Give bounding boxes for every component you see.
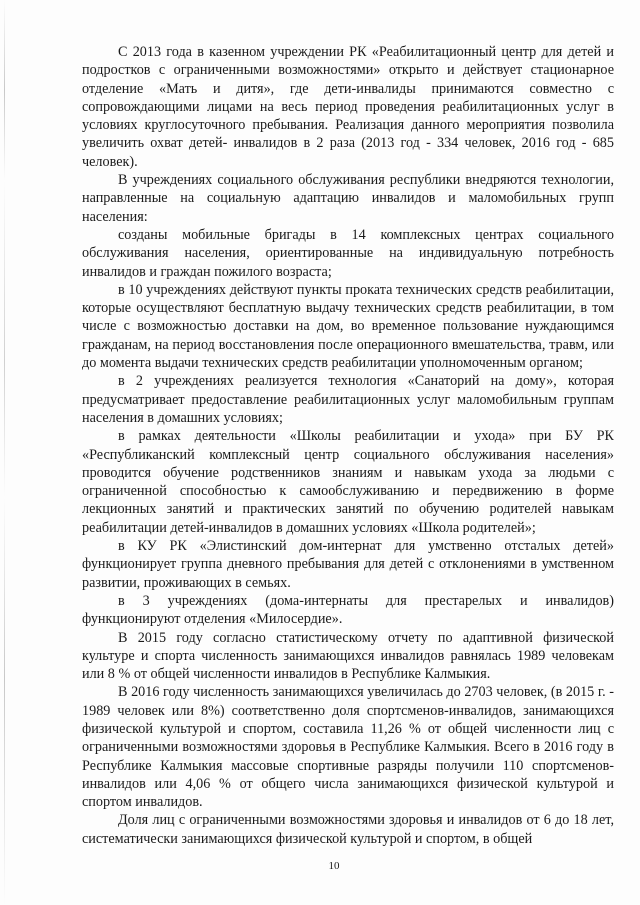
paragraph: В учреждениях социального обслуживания республики внедряются технологии, направленные на социальную адаптацию инвалидов и маломобильных групп населения: [82, 172, 614, 225]
scan-edge-shadow [4, 0, 5, 905]
paragraph: в 3 учреждениях (дома-интернаты для престарелых и инвалидов) функционируют отделения «Милосердие». [82, 592, 614, 628]
paragraph: в 10 учреждениях действуют пункты проката технических средств реабилитации, которые осуществляют бесплатную выдачу технических средств реабилитации, в том числе с возможностью доставки на дом, во временное пользование нуждающимся гражданам, на период восстановления после операционного вмешательства, травм, или до момента выдачи технических средств реабилитации уполномоченным органом; [82, 281, 614, 372]
paragraph: В 2016 году численность занимающихся увеличилась до 2703 человек, (в 2015 г. - 1989 человек или 8%) соответственно доля спортсменов-инвалидов, занимающихся физической культурой и спортом, составила 11,26 % от общей численности лиц с ограниченными возможностями здоровья в Республике Калмыкия. Всего в 2016 году в Республике Калмыкия массовые спортивные разряды получили 110 спортсменов-инвалидов или 4,06 % от общего числа занимающихся физической культурой и спортом инвалидов. [82, 684, 614, 811]
page-number: 10 [328, 860, 340, 872]
paragraph: созданы мобильные бригады в 14 комплексных центрах социального обслуживания населения, ориентированные на индивидуальную потребность инвалидов и граждан пожилого возраста; [82, 226, 614, 280]
paragraph: в КУ РК «Элистинский дом-интернат для умственно отсталых детей» функционирует группа дневного пребывания для детей с отклонениями в умственном развитии, проживающих в семьях. [82, 538, 614, 591]
paragraph: в 2 учреждениях реализуется технология «Санаторий на дому», которая предусматривает предоставление реабилитационных услуг маломобильным группам населения в домашних условиях; [82, 373, 614, 426]
document-body [82, 43, 614, 848]
paragraph: Доля лиц с ограниченными возможностями здоровья и инвалидов от 6 до 18 лет, систематически занимающихся физической культурой и спортом, в общей [82, 812, 614, 847]
paragraph: С 2013 года в казенном учреждении РК «Реабилитационный центр для детей и подростков с ограниченными возможностями» открыто и действует стационарное отделение «Мать и дитя», где дети-инвалиды принимаются совместно с сопровождающими лицами на весь период проведения реабилитационных услуг в условиях круглосуточного пребывания. Реализация данного мероприятия позволила увеличить охват детей- инвалидов в 2 раза (2013 год - 334 человек, 2016 год - 685 человек). [82, 44, 614, 170]
paragraph: в рамках деятельности «Школы реабилитации и ухода» при БУ РК «Республиканский комплексный центр социального обслуживания населения» проводится обучение родственников знаниям и навыкам ухода за людьми с ограниченной способностью к самообслуживанию и передвижению в форме лекционных занятий и практических занятий по обучению родителей навыкам реабилитации детей-инвалидов в домашних условиях «Школа родителей»; [82, 428, 614, 536]
paragraph: В 2015 году согласно статистическому отчету по адаптивной физической культуре и спорта численность занимающихся инвалидов равнялась 1989 человекам или 8 % от общей численности инвалидов в Республике Калмыкия. [82, 629, 614, 683]
